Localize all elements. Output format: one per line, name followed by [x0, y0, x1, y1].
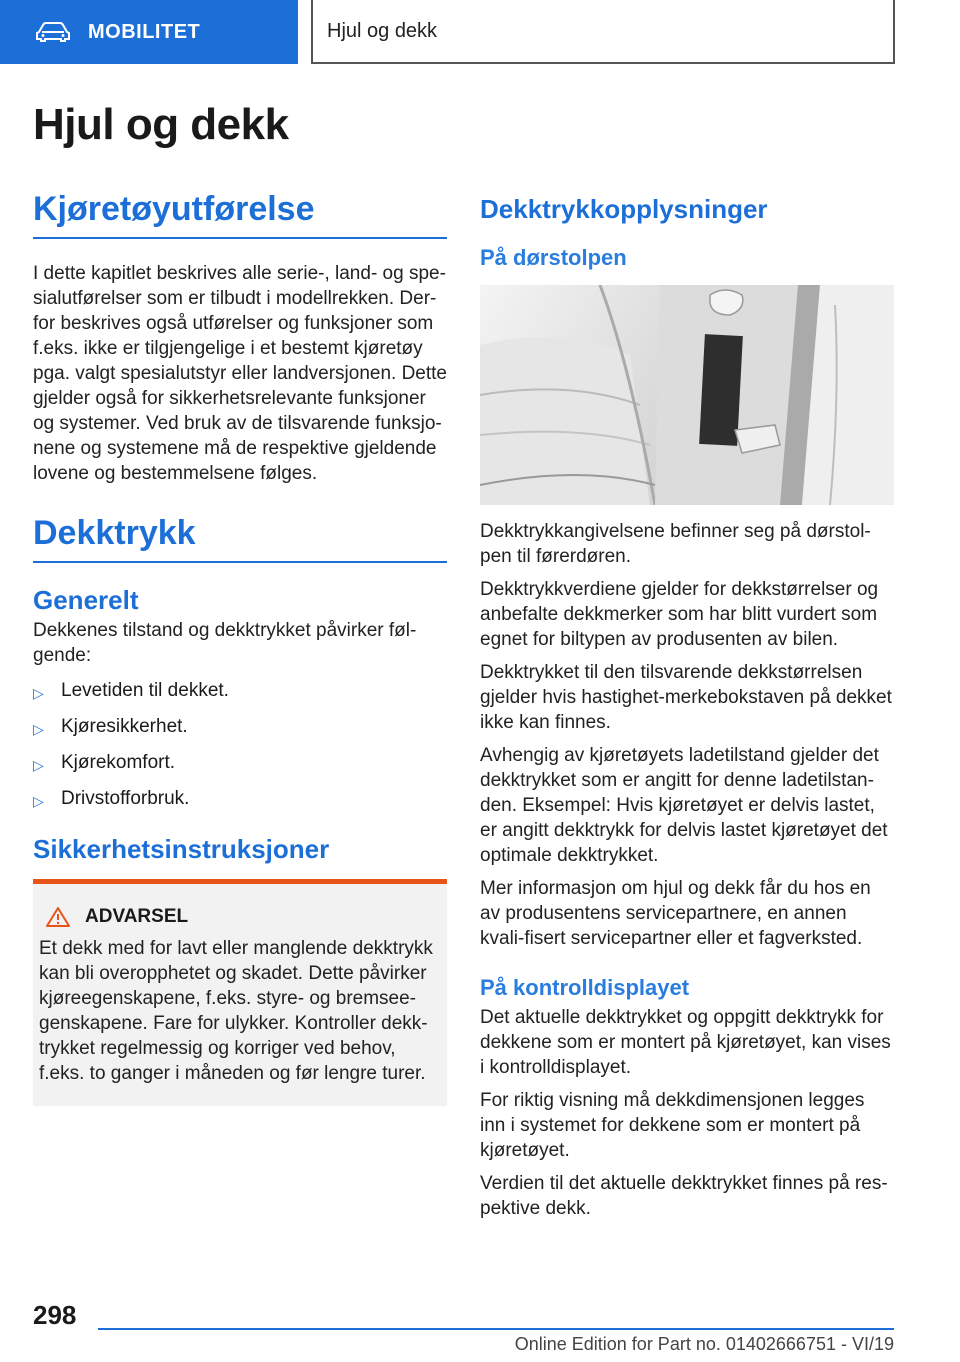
paragraph-more-info: Mer informasjon om hjul og dekk får du hos en av produsentens servicepartnere, en annen kvali-fisert servicepartner eller et fagverksted.: [480, 878, 871, 949]
heading-door-pillar: På dørstolpen: [480, 245, 627, 270]
paragraph-door-location: Dekktrykkangivelsene befinner seg på dørstol-pen til førerdøren.: [480, 521, 871, 567]
bullet-list: [33, 678, 447, 814]
heading-control-display: På kontrolldisplayet: [480, 975, 690, 1000]
warning-box: [33, 879, 447, 1106]
paragraph-display-dimension: For riktig visning må dekkdimensjonen legges inn i systemet for dekkene som er montert på kjøretøyet.: [480, 1090, 865, 1161]
paragraph-vehicle-version: I dette kapitlet beskrives alle serie-, land- og spe-sialutførelser som er tilbudt i modellrekken. Der-for beskrives også utførelser og funksjoner som f.eks. ikke er tilgjengelige i et bestemt kjøretøy pga. valgt spesialutstyr eller landversjonen. Dette gjelder også for sikkerhetsrelevante funksjoner og systemer. Ved bruk av de tilsvarende funksjo-nene og systemene må de respektive gjeldende lovene og bestemmelsene følges.: [33, 263, 448, 484]
triangle-bullet-icon: ▷: [33, 757, 44, 773]
heading-safety: Sikkerhetsinstruksjoner: [33, 834, 330, 864]
footer-divider: [98, 1328, 894, 1330]
section-label: MOBILITET: [88, 20, 201, 43]
list-item: ▷ Drivstofforbruk.: [33, 786, 447, 814]
door-pillar-illustration: [480, 285, 894, 505]
list-item: ▷ Levetiden til dekket.: [33, 678, 447, 706]
footer-edition: Online Edition for Part no. 01402666751 - VI/19: [514, 1334, 894, 1354]
page-number: 298: [33, 1300, 77, 1330]
warning-triangle-icon: [45, 906, 71, 928]
heading-general: Generelt: [33, 585, 139, 615]
breadcrumb: Hjul og dekk: [311, 0, 895, 64]
triangle-bullet-icon: ▷: [33, 793, 44, 809]
left-column: [33, 190, 447, 1106]
heading-tire-pressure: Dekktrykk: [33, 514, 447, 563]
heading-vehicle-version: Kjøretøyutførelse: [33, 190, 447, 239]
right-column: [480, 190, 894, 1221]
triangle-bullet-icon: ▷: [33, 685, 44, 701]
paragraph-general: Dekkenes tilstand og dekktrykket påvirker føl-gende:: [33, 620, 417, 666]
warning-title: ADVARSEL: [39, 906, 435, 928]
paragraph-display-value: Verdien til det aktuelle dekktrykket finnes på res-pektive dekk.: [480, 1173, 888, 1219]
triangle-bullet-icon: ▷: [33, 721, 44, 737]
warning-text: Et dekk med for lavt eller manglende dekktrykk kan bli overopphetet og skadet. Dette påvirker kjøreegenskapene, f.eks. styre- og bremsee-genskapene. Fare for ulykker. Kontroller dekk-trykket regelmessig og korriger ved behov, f.eks. to ganger i måneden og før lengre turer.: [39, 938, 433, 1084]
paragraph-display-current: Det aktuelle dekktrykket og oppgitt dekktrykk for dekkene som er montert på kjøretøyet, kan vises i kontrolldisplayet.: [480, 1007, 891, 1078]
list-item: ▷ Kjørekomfort.: [33, 750, 447, 778]
list-item: ▷ Kjøresikkerhet.: [33, 714, 447, 742]
paragraph-speed-letter: Dekktrykket til den tilsvarende dekkstørrelsen gjelder hvis hastighet-merkebokstaven på dekket ikke kan finnes.: [480, 662, 892, 733]
car-icon: [36, 22, 70, 42]
heading-tire-info: Dekktrykkopplysninger: [480, 194, 768, 224]
paragraph-pressure-values: Dekktrykkverdiene gjelder for dekkstørrelser og anbefalte dekkmerker som har blitt vurdert som egnet for biltypen av produsenten av bilen.: [480, 579, 879, 650]
door-pillar-image: [480, 285, 894, 505]
page-title: Hjul og dekk: [33, 100, 289, 149]
section-tab[interactable]: [0, 0, 298, 64]
paragraph-load-state: Avhengig av kjøretøyets ladetilstand gjelder det dekktrykket som er angitt for denne ladetilstan-den. Eksempel: Hvis kjøretøyet er delvis lastet, er angitt dekktrykk for delvis lastet kjøretøyet det optimale dekktrykket.: [480, 745, 888, 866]
